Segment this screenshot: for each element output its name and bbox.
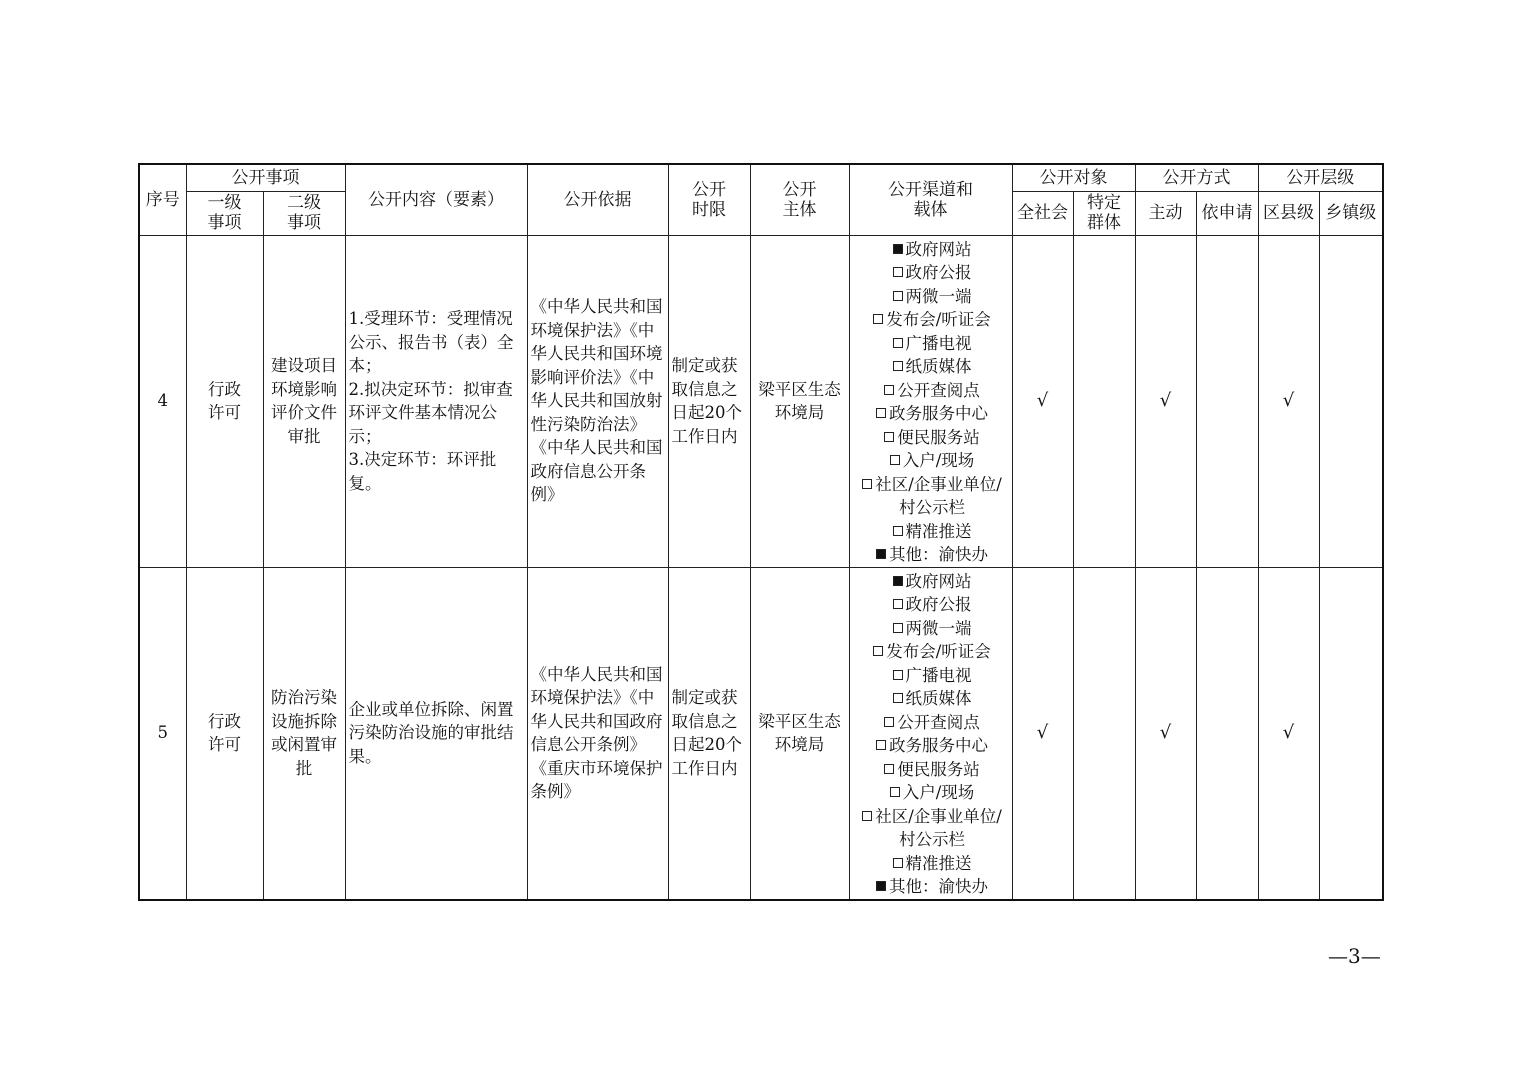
checked-box-icon xyxy=(876,549,886,559)
header-seq: 序号 xyxy=(139,164,186,235)
channel-item xyxy=(853,426,1012,450)
channel-item xyxy=(853,617,1012,641)
row-seq: 5 xyxy=(139,567,186,900)
header-level-town: 乡镇级 xyxy=(1319,191,1383,235)
channel-item xyxy=(853,828,1012,852)
unchecked-box-icon xyxy=(893,291,903,301)
channel-label: 便民服务站 xyxy=(897,427,980,447)
channel-item xyxy=(853,781,1012,805)
channel-label: 两微一端 xyxy=(905,286,972,306)
row-method-active: √ xyxy=(1135,567,1196,900)
unchecked-box-icon xyxy=(862,479,872,489)
row-method-request xyxy=(1196,235,1258,567)
unchecked-box-icon xyxy=(893,599,903,609)
channel-label: 入户/现场 xyxy=(902,451,975,470)
row-audience-specific xyxy=(1073,235,1135,567)
table-row xyxy=(139,235,1383,567)
channel-item xyxy=(853,687,1012,711)
channel-label: 发布会/听证会 xyxy=(886,310,991,329)
unchecked-box-icon xyxy=(884,432,894,442)
header-content: 公开内容（要素） xyxy=(345,164,527,235)
channel-label: 政务服务中心 xyxy=(889,736,988,755)
header-public-item: 公开事项 xyxy=(186,164,345,191)
row-channels xyxy=(849,235,1012,567)
row-subject: 梁平区生态 环境局 xyxy=(750,567,849,900)
channel-label: 精准推送 xyxy=(905,853,972,873)
channel-label: 公开查阅点 xyxy=(897,712,980,732)
row-method-request xyxy=(1196,567,1258,900)
header-time-limit: 公开 时限 xyxy=(668,164,750,235)
channel-label: 村公示栏 xyxy=(899,830,965,849)
channel-item xyxy=(853,355,1012,379)
unchecked-box-icon xyxy=(884,717,894,727)
unchecked-box-icon xyxy=(876,740,886,750)
disclosure-table xyxy=(138,163,1384,901)
header-basis: 公开依据 xyxy=(527,164,668,235)
channel-label: 政府网站 xyxy=(905,571,972,591)
row-level-district: √ xyxy=(1258,235,1319,567)
row-level2: 防治污染 设施拆除 或闲置审 批 xyxy=(263,567,345,900)
unchecked-box-icon xyxy=(893,623,903,633)
channel-label: 村公示栏 xyxy=(899,498,965,517)
channel-item xyxy=(853,664,1012,688)
unchecked-box-icon xyxy=(890,455,900,465)
header-audience-specific: 特定 群体 xyxy=(1073,191,1135,235)
channel-item xyxy=(853,852,1012,876)
row-seq: 4 xyxy=(139,235,186,567)
header-level-district: 区县级 xyxy=(1258,191,1319,235)
channel-item xyxy=(853,875,1012,899)
table-row xyxy=(139,567,1383,900)
channel-label: 政府公报 xyxy=(905,595,972,614)
channel-label: 纸质媒体 xyxy=(905,689,972,708)
unchecked-box-icon xyxy=(884,764,894,774)
channel-item xyxy=(853,543,1012,567)
channel-item xyxy=(853,473,1012,497)
row-basis: 《中华人民共和国环境保护法》《中华人民共和国政府信息公开条例》《重庆市环境保护条例》 xyxy=(527,567,668,900)
checked-box-icon xyxy=(893,244,903,254)
channel-item xyxy=(853,285,1012,309)
channel-label: 便民服务站 xyxy=(897,759,980,779)
row-level-district: √ xyxy=(1258,567,1319,900)
unchecked-box-icon xyxy=(893,670,903,680)
header-method: 公开方式 xyxy=(1135,164,1258,191)
channel-label: 公开查阅点 xyxy=(897,380,980,400)
unchecked-box-icon xyxy=(862,811,872,821)
channel-label: 政府公报 xyxy=(905,263,972,282)
channel-label: 两微一端 xyxy=(905,618,972,638)
channel-item xyxy=(853,711,1012,735)
row-method-active: √ xyxy=(1135,235,1196,567)
row-audience-specific xyxy=(1073,567,1135,900)
channel-item xyxy=(853,758,1012,782)
row-audience-all: √ xyxy=(1012,567,1073,900)
header-method-active: 主动 xyxy=(1135,191,1196,235)
unchecked-box-icon xyxy=(876,408,886,418)
header-audience-all: 全社会 xyxy=(1012,191,1073,235)
channel-item xyxy=(853,805,1012,829)
page-number: —3— xyxy=(1328,944,1381,968)
channel-label: 其他：渝快办 xyxy=(889,877,988,896)
unchecked-box-icon xyxy=(873,646,883,656)
header-method-request: 依申请 xyxy=(1196,191,1258,235)
header-audience: 公开对象 xyxy=(1012,164,1135,191)
row-channels xyxy=(849,567,1012,900)
row-basis: 《中华人民共和国环境保护法》《中华人民共和国环境影响评价法》《中华人民共和国放射性污染防治法》《中华人民共和国政府信息公开条例》 xyxy=(527,235,668,567)
row-level1: 行政 许可 xyxy=(186,235,263,567)
unchecked-box-icon xyxy=(893,693,903,703)
channel-label: 发布会/听证会 xyxy=(886,642,991,661)
row-subject: 梁平区生态 环境局 xyxy=(750,235,849,567)
header-level2: 二级 事项 xyxy=(263,191,345,235)
channel-label: 入户/现场 xyxy=(902,783,975,802)
channel-item xyxy=(853,379,1012,403)
channel-item xyxy=(853,570,1012,594)
unchecked-box-icon xyxy=(884,385,894,395)
channel-label: 精准推送 xyxy=(905,521,972,541)
unchecked-box-icon xyxy=(893,361,903,371)
channel-item xyxy=(853,449,1012,473)
channel-item xyxy=(853,332,1012,356)
row-level-town xyxy=(1319,567,1383,900)
checked-box-icon xyxy=(893,576,903,586)
row-content: 1.受理环节：受理情况公示、报告书（表）全本； 2.拟决定环节：拟审查环评文件基本情况公示； 3.决定环节：环评批复。 xyxy=(345,235,527,567)
header-level: 公开层级 xyxy=(1258,164,1383,191)
channel-item xyxy=(853,496,1012,520)
channel-label: 政务服务中心 xyxy=(889,404,988,423)
checked-box-icon xyxy=(876,881,886,891)
unchecked-box-icon xyxy=(893,267,903,277)
header-subject: 公开 主体 xyxy=(750,164,849,235)
unchecked-box-icon xyxy=(893,858,903,868)
channel-item xyxy=(853,261,1012,285)
channel-item xyxy=(853,734,1012,758)
channel-item xyxy=(853,402,1012,426)
row-level1: 行政 许可 xyxy=(186,567,263,900)
channel-label: 纸质媒体 xyxy=(905,357,972,376)
unchecked-box-icon xyxy=(893,526,903,536)
channel-item xyxy=(853,308,1012,332)
channel-item xyxy=(853,640,1012,664)
header-level1: 一级 事项 xyxy=(186,191,263,235)
channel-item xyxy=(853,238,1012,262)
channel-label: 其他：渝快办 xyxy=(889,545,988,564)
row-level2: 建设项目 环境影响 评价文件 审批 xyxy=(263,235,345,567)
unchecked-box-icon xyxy=(890,787,900,797)
row-audience-all: √ xyxy=(1012,235,1073,567)
row-content: 企业或单位拆除、闲置污染防治设施的审批结果。 xyxy=(345,567,527,900)
row-level-town xyxy=(1319,235,1383,567)
channel-label: 政府网站 xyxy=(905,239,972,259)
unchecked-box-icon xyxy=(873,314,883,324)
channel-label: 广播电视 xyxy=(905,665,972,685)
unchecked-box-icon xyxy=(893,338,903,348)
channel-item xyxy=(853,593,1012,617)
channel-label: 广播电视 xyxy=(905,333,972,353)
header-channel: 公开渠道和 载体 xyxy=(849,164,1012,235)
row-time-limit: 制定或获取信息之日起20个工作日内 xyxy=(668,567,750,900)
row-time-limit: 制定或获取信息之日起20个工作日内 xyxy=(668,235,750,567)
channel-item xyxy=(853,520,1012,544)
channel-label: 社区/企事业单位/ xyxy=(875,474,1002,494)
channel-label: 社区/企事业单位/ xyxy=(875,806,1002,826)
